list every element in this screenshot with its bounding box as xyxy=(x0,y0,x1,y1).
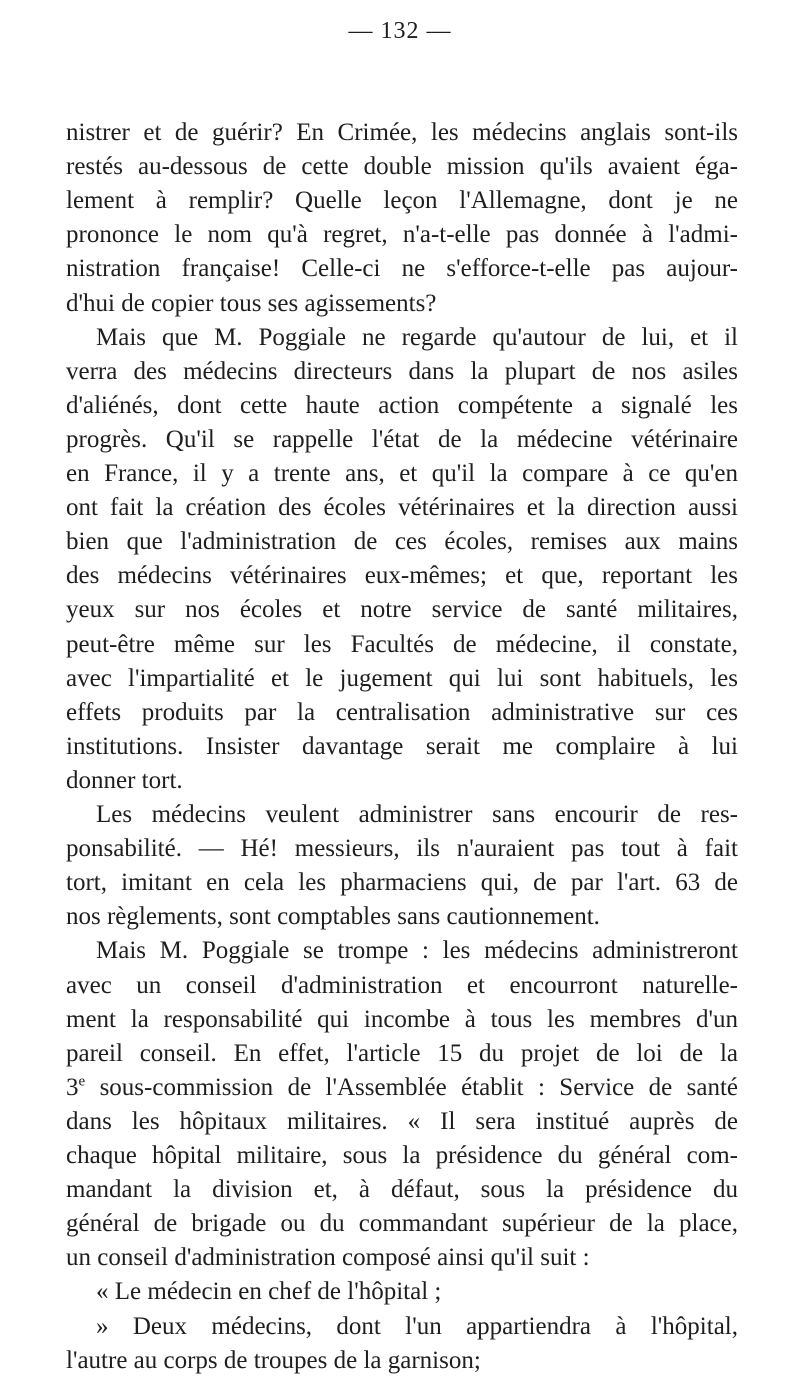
text-line: « Le médecin en chef de l'hôpital ; xyxy=(96,1278,442,1306)
text-line: institutions. Insister davantage serait me complaire à lui xyxy=(66,732,738,760)
ordinal-suffix: e xyxy=(78,1073,86,1090)
text-line: bien que l'administration de ces écoles, remises aux mains xyxy=(66,528,738,556)
text-line: Mais M. Poggiale se trompe : les médecins administreront xyxy=(96,937,738,965)
text-line-remainder: sous-commission de l'Assemblée établit : Service de santé xyxy=(99,1073,738,1101)
text-line: chaque hôpital militaire, sous la présidence du général com- xyxy=(66,1142,738,1169)
text-line: l'autre au corps de troupes de la garnison; xyxy=(66,1346,481,1374)
text-line: tort, imitant en cela les pharmaciens qui, de par l'art. 63 de xyxy=(66,869,738,897)
text-line: général de brigade ou du commandant supérieur de la place, xyxy=(66,1210,738,1238)
text-line: Mais que M. Poggiale ne regarde qu'autour de lui, et il xyxy=(96,323,738,351)
text-line: en France, il y a trente ans, et qu'il la compare à ce qu'en xyxy=(66,460,738,487)
text-line: des médecins vétérinaires eux-mêmes; et que, reportant les xyxy=(66,562,738,590)
text-line: nos règlements, sont comptables sans cautionnement. xyxy=(66,903,600,931)
text-line: ment la responsabilité qui incombe à tous les membres d'un xyxy=(66,1005,738,1033)
text-line: yeux sur nos écoles et notre service de santé militaires, xyxy=(66,596,738,624)
text-line: peut-être même sur les Facultés de médecine, il constate, xyxy=(66,630,738,658)
text-line: mandant la division et, à défaut, sous la présidence du xyxy=(66,1176,738,1204)
text-line: avec l'impartialité et le jugement qui lui sont habituels, les xyxy=(66,664,738,692)
text-line xyxy=(66,1071,738,1105)
text-line: Les médecins veulent administrer sans encourir de res- xyxy=(96,801,738,828)
text-line: pareil conseil. En effet, l'article 15 du projet de loi de la xyxy=(66,1039,738,1067)
text-line: d'hui de copier tous ses agissements? xyxy=(66,289,437,317)
ordinal-number: 3 xyxy=(66,1073,79,1101)
text-line: d'aliénés, dont cette haute action compétente a signalé les xyxy=(66,391,738,419)
text-line: effets produits par la centralisation administrative sur ces xyxy=(66,698,738,726)
text-line: nistrer et de guérir? En Crimée, les médecins anglais sont-ils xyxy=(66,119,738,146)
text-line: avec un conseil d'administration et encourront naturelle- xyxy=(66,971,738,999)
text-line: un conseil d'administration composé ainsi qu'il suit : xyxy=(66,1244,590,1272)
text-line: lement à remplir? Quelle leçon l'Allemagne, dont je ne xyxy=(66,187,738,215)
text-line: progrès. Qu'il se rappelle l'état de la médecine vétérinaire xyxy=(66,425,738,453)
text-line: verra des médecins directeurs dans la plupart de nos asiles xyxy=(66,357,738,385)
text-line: ponsabilité. — Hé! messieurs, ils n'auraient pas tout à fait xyxy=(66,835,738,863)
text-line: restés au-dessous de cette double mission qu'ils avaient éga- xyxy=(66,153,738,181)
text-line: » Deux médecins, dont l'un appartiendra à l'hôpital, xyxy=(96,1312,738,1340)
text-line: ont fait la création des écoles vétérinaires et la direction aussi xyxy=(66,494,738,522)
text-line: dans les hôpitaux militaires. « Il sera institué auprès de xyxy=(66,1107,738,1135)
page-number: — 132 — xyxy=(348,18,452,44)
text-line: prononce le nom qu'à regret, n'a-t-elle pas donnée à l'admi- xyxy=(66,221,738,249)
text-line: donner tort. xyxy=(66,766,183,794)
text-line: nistration française! Celle-ci ne s'efforce-t-elle pas aujour- xyxy=(66,255,738,283)
